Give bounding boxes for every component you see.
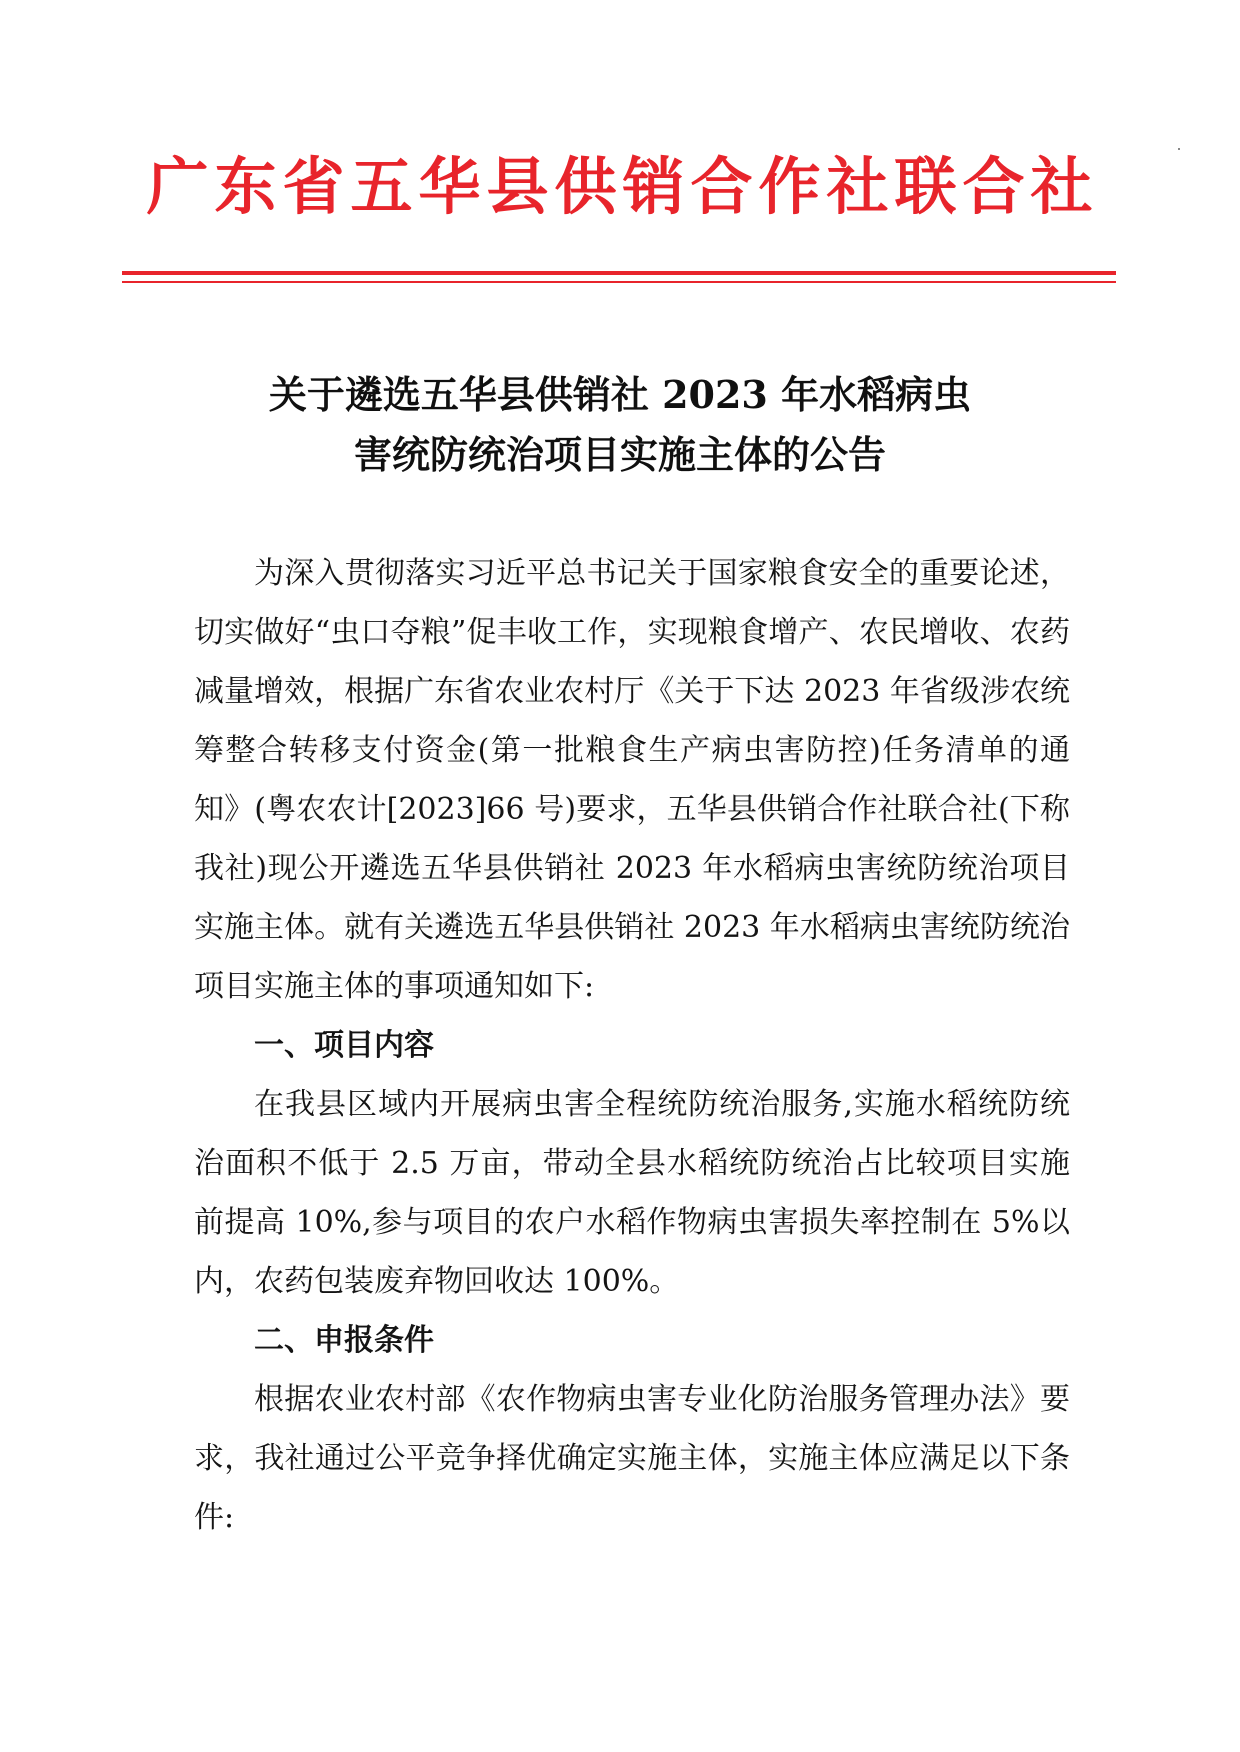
section-2-paragraph: 根据农业农村部《农作物病虫害专业化防治服务管理办法》要求，我社通过公平竞争择优确定实施主体，实施主体应满足以下条件: [194, 1382, 1070, 1535]
title-line-1: 关于遴选五华县供销社 2023 年水稻病虫 [268, 372, 972, 417]
document-title [170, 365, 1070, 485]
header-rule-thick [122, 271, 1116, 275]
intro-paragraph: 为深入贯彻落实习近平总书记关于国家粮食安全的重要论述，切实做好“虫口夺粮”促丰收工作，实现粮食增产、农民增收、农药减量增效，根据广东省农业农村厅《关于下达 2023 年省级涉农统筹整合转移支付资金(第一批粮食生产病虫害防控)任务清单的通知》(粤农农计[2023]66 号)要求，五华县供销合作社联合社(下称我社)现公开遴选五华县供销社 2023 年水稻病虫害统防统治项目实施主体。就有关遴选五华县供销社 2023 年水稻病虫害统防统治项目实施主体的事项通知如下: [194, 556, 1070, 1004]
section-1-paragraph: 在我县区域内开展病虫害全程统防统治服务,实施水稻统防统治面积不低于 2.5 万亩，带动全县水稻统防统治占比较项目实施前提高 10%,参与项目的农户水稻作物病虫害损失率控制在 5%以内，农药包装废弃物回收达 100%。 [194, 1087, 1070, 1299]
header-rule-thin [122, 281, 1116, 283]
section-1-heading: 一、项目内容 [254, 1028, 434, 1063]
organization-header: 广东省五华县供销合作社联合社 [146, 150, 1099, 223]
scan-speck [1178, 148, 1180, 150]
title-line-2: 害统防统治项目实施主体的公告 [353, 432, 886, 477]
section-2-heading: 二、申报条件 [254, 1323, 434, 1358]
document-body [194, 544, 1070, 1547]
